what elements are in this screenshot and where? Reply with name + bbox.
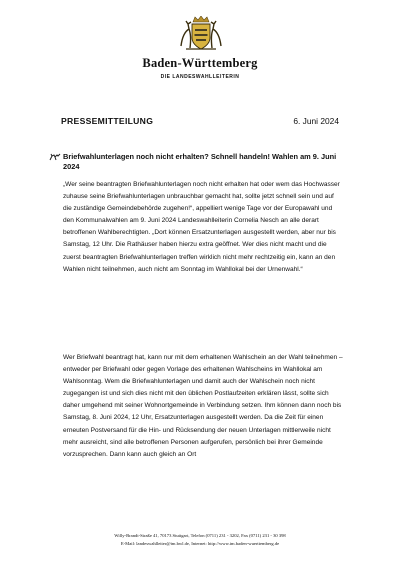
footer-contact: E-Mail: landeswahlleiter@im.bwl.de, Internet: http://www.im.baden-wuerttemberg.de xyxy=(120,541,280,546)
body-paragraph-2: Wer Briefwahl beantragt hat, kann nur mit dem erhaltenen Wahlschein an der Wahl teilnehmen – entweder per Briefwahl oder gegen Vorlage des erhaltenen Wahlscheins im Wahllokal am Wahlsonntag. Wem die Briefwahlunterlagen und damit auch der Wahlschein noch nicht zugegangen ist und sich dies nicht mit den üblichen Postlaufzeiten erklären lässt, sollte sich daher umgehend mit seiner Wohnortgemeinde in Verbindung setzen. Ihm können dann noch bis Samstag, 8. Juni 2024, 12 Uhr, Ersatzunterlagen ausgestellt werden. Da die Zeit für einen erneuten Postversand für die Hin- und Rücksendung der neuen Unterlagen mittlerweile nicht mehr ausreicht, sind alle betroffenen Personen aufgerufen, persönlich bei ihrer Gemeinde vorzusprechen. Dann kann auch gleich an Ort xyxy=(63,354,343,458)
state-name: Baden-Württemberg xyxy=(142,56,258,70)
stag-antler-bullet-icon xyxy=(49,153,61,161)
coat-of-arms-icon xyxy=(178,16,224,52)
issuing-authority: DIE LANDESWAHLLEITERIN xyxy=(160,74,240,80)
footer-address: Willy-Brandt-Straße 41, 70173 Stuttgart, Telefon (0711) 231 - 3202, Fax (0711) 231 - 30 398 xyxy=(114,533,286,538)
headline-text: Briefwahlunterlagen noch nicht erhalten? Schnell handeln! Wahlen am 9. Juni 2024 xyxy=(63,152,337,171)
headline xyxy=(63,152,353,172)
release-date: 6. Juni 2024 xyxy=(293,116,339,126)
body-paragraph-1: „Wer seine beantragten Briefwahlunterlagen noch nicht erhalten hat oder wem das Hochwasser zuhause seine Briefwahlunterlagen unbrauchbar gemacht hat, sollte jetzt schnell sein und auf die zuständige Gemeindebehörde zugehen!“, appelliert wenige Tage vor der Europawahl und den Kommunalwahlen am 9. Juni 2024 Landeswahlleiterin Cornelia Nesch an alle derart betroffenen Wahlberechtigten. „Dort können Ersatzunterlagen ausgestellt werden, aber nur bis Samstag, 12 Uhr. Die Rathäuser haben hierzu extra geöffnet. Wer dies nicht macht und die zuerst beantragten Briefwahlunterlagen treffen wirklich nicht mehr rechtzeitig ein, kann an den Wahlen nicht teilnehmen, auch nicht am Sonntag im Wahllokal bei der Urnenwahl.“ xyxy=(63,181,340,273)
document-type: PRESSEMITTEILUNG xyxy=(61,116,154,126)
